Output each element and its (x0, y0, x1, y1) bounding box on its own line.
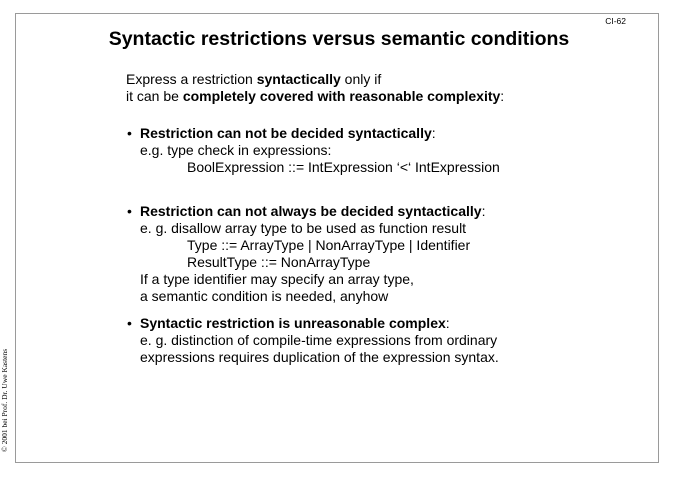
bullet-2-line: If a type identifier may specify an array type, (140, 271, 414, 287)
intro-text: only if (340, 71, 382, 87)
intro-text: Express a restriction (126, 71, 257, 87)
bullet-1-line: e.g. type check in expressions: (140, 142, 332, 158)
bullet-2-grammar-rule: Type ::= ArrayType | NonArrayType | Identifier (187, 237, 471, 253)
intro-emphasis: syntactically (256, 71, 341, 87)
intro-emphasis: completely covered with reasonable complexity (182, 88, 501, 104)
copyright-notice: © 2001 bei Prof. Dr. Uwe Kastens (0, 348, 9, 452)
bullet-heading-text: Restriction can not be decided syntactically (140, 125, 432, 141)
bullet-1-heading (140, 125, 436, 143)
intro-line-1 (126, 71, 381, 89)
bullet-2-line: e. g. disallow array type to be used as function result (140, 220, 467, 236)
intro-text: it can be (126, 88, 183, 104)
bullet-dot: • (127, 125, 132, 141)
slide-id: CI-62 (605, 16, 626, 26)
bullet-dot: • (127, 203, 132, 219)
bullet-3-line: expressions requires duplication of the expression syntax. (140, 349, 499, 365)
bullet-2-line: a semantic condition is needed, anyhow (140, 288, 389, 304)
bullet-2-grammar-rule: ResultType ::= NonArrayType (187, 254, 371, 270)
bullet-dot: • (127, 315, 132, 331)
intro-text: : (500, 88, 505, 104)
bullet-3-line: e. g. distinction of compile-time expressions from ordinary (140, 332, 498, 348)
bullet-1-grammar-rule: BoolExpression ::= IntExpression ‘<‘ IntExpression (187, 159, 500, 175)
bullet-heading-colon: : (481, 203, 486, 219)
bullet-3-heading (140, 315, 450, 333)
bullet-heading-text: Restriction can not always be decided syntactically (140, 203, 482, 219)
intro-line-2 (126, 88, 504, 106)
slide-title: Syntactic restrictions versus semantic conditions (108, 28, 570, 50)
bullet-2-heading (140, 203, 485, 221)
bullet-heading-text: Syntactic restriction is unreasonable complex (140, 315, 446, 331)
bullet-heading-colon: : (445, 315, 450, 331)
bullet-heading-colon: : (431, 125, 436, 141)
